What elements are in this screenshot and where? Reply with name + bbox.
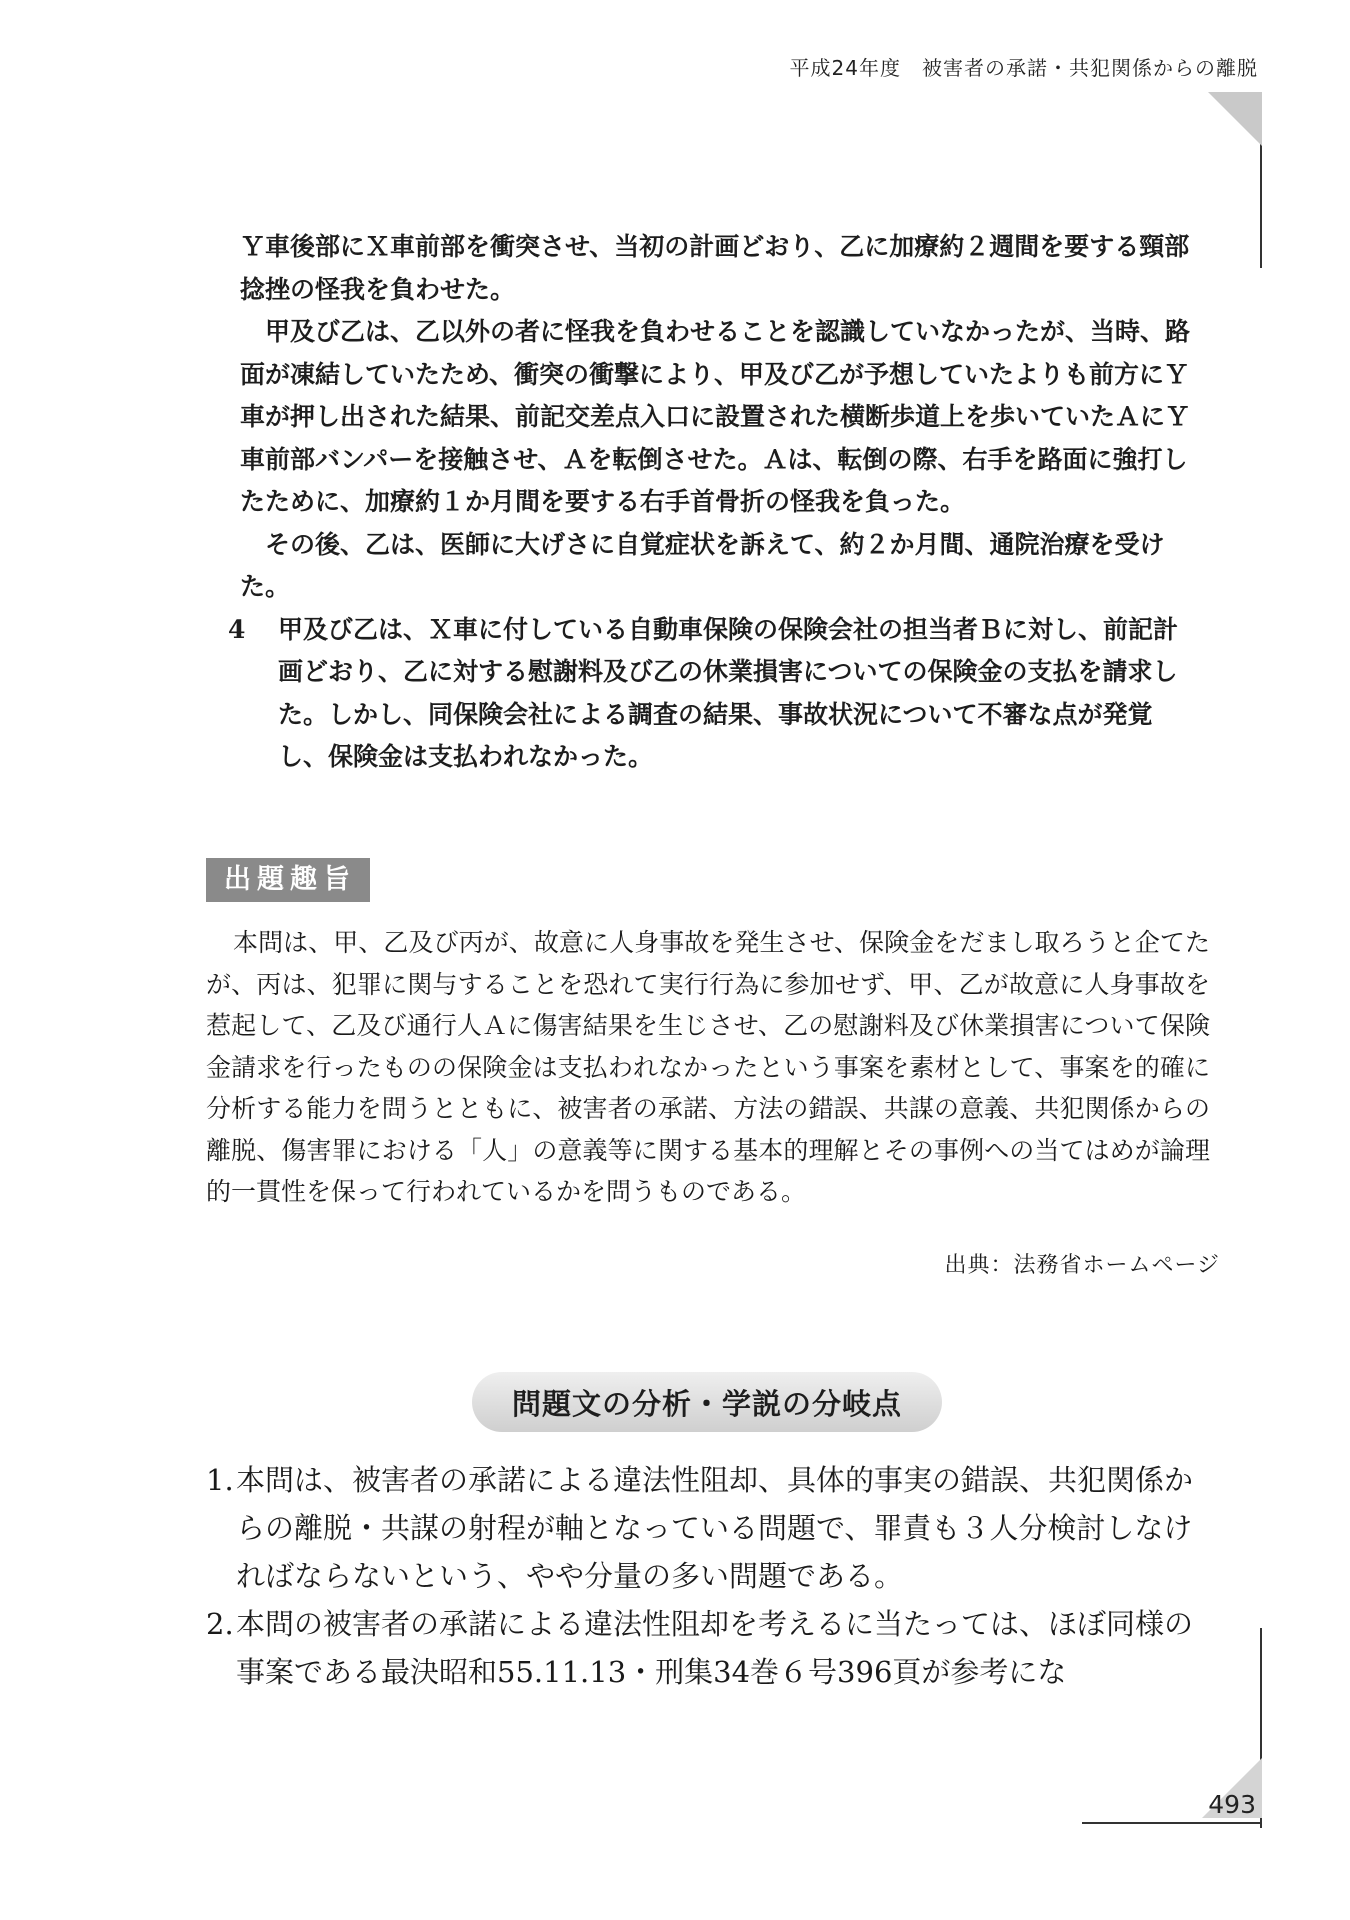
item-text: 本問は、被害者の承諾による違法性阻却、具体的事実の錯誤、共犯関係からの離脱・共謀の射程が軸となっている問題で、罪責も３人分検討しなければならないという、やや分量の多い問題である。 [236, 1463, 1194, 1593]
analysis-list [206, 1456, 1216, 1696]
intent-heading-badge: 出題趣旨 [206, 858, 370, 902]
item-text: 本問の被害者の承諾による違法性阻却を考えるに当たっては、ほぼ同様の事案である最決昭和55.11.13・刑集34巻６号396頁が参考にな [236, 1607, 1194, 1689]
problem-paragraph: Ｙ車後部にＸ車前部を衝突させ、当初の計画どおり、乙に加療約２週間を要する頸部捻挫の怪我を負わせた。 [240, 232, 1190, 304]
problem-paragraph: その後、乙は、医師に大げさに自覚症状を訴えて、約２か月間、通院治療を受けた。 [240, 529, 1165, 601]
footer-rule [1082, 1822, 1262, 1824]
analysis-heading: 問題文の分析・学説の分岐点 [472, 1372, 942, 1432]
source-citation: 出典：法務省ホームページ [944, 1253, 1220, 1278]
problem-paragraph: 甲及び乙は、乙以外の者に怪我を負わせることを認識していなかったが、当時、路面が凍結していたため、衝突の衝撃により、甲及び乙が予想していたよりも前方にＹ車が押し出された結果、前記交差点入口に設置された横断歩道上を歩いていたＡにＹ車前部バンパーを接触させ、Ａを転倒させた。Ａは、転倒の際、右手を路面に強打したために、加療約１か月間を要する右手首骨折の怪我を負った。 [240, 317, 1191, 516]
item-number: 2. [206, 1607, 234, 1641]
item-text: 甲及び乙は、Ｘ車に付している自動車保険の保険会社の担当者Ｂに対し、前記計画どおり、乙に対する慰謝料及び乙の休業損害についての保険金の支払を請求した。しかし、同保険会社による調査の結果、事故状況について不審な点が発覚し、保険金は支払われなかった。 [278, 614, 1179, 771]
intent-body [206, 922, 1210, 1213]
problem-item-4 [228, 609, 1200, 779]
analysis-item [206, 1456, 1216, 1600]
analysis-item [206, 1600, 1216, 1696]
page-number: 493 [1208, 1790, 1256, 1819]
intent-paragraph: 本問は、甲、乙及び丙が、故意に人身事故を発生させ、保険金をだまし取ろうと企てたが、丙は、犯罪に関与することを恐れて実行行為に参加せず、甲、乙が故意に人身事故を惹起して、乙及び通行人Ａに傷害結果を生じさせ、乙の慰謝料及び休業損害について保険金請求を行ったものの保険金は支払われなかったという事案を素材として、事案を的確に分析する能力を問うとともに、被害者の承諾、方法の錯誤、共謀の意義、共犯関係からの離脱、傷害罪における「人」の意義等に関する基本的理解とその事例への当てはめが論理的一貫性を保って行われているかを問うものである。 [206, 928, 1210, 1206]
running-title: 平成24年度 被害者の承諾・共犯関係からの離脱 [789, 56, 1258, 80]
item-number: 1. [206, 1463, 234, 1497]
item-number: 4 [228, 614, 246, 644]
page-corner-tab [1208, 92, 1262, 146]
problem-text [228, 226, 1200, 779]
